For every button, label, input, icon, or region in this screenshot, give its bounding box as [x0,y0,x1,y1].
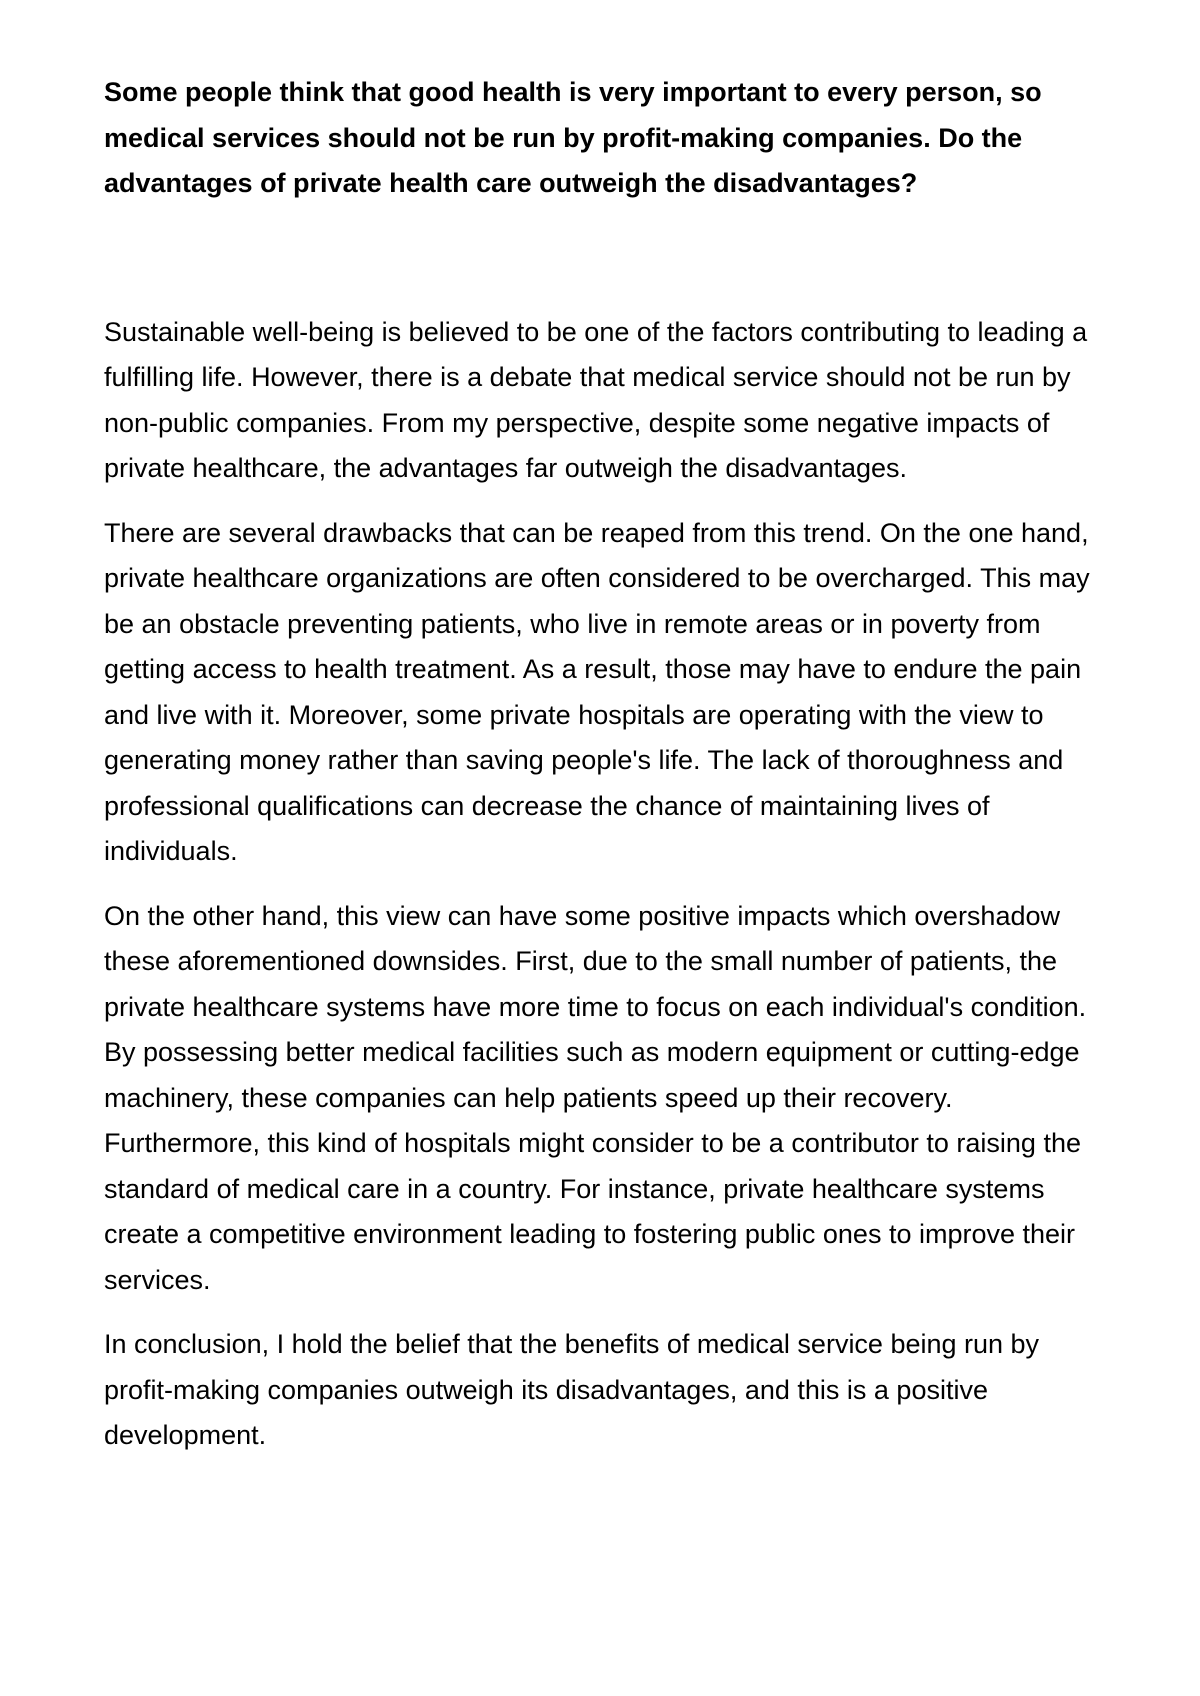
essay-prompt: Some people think that good health is very important to every person, so medical services should not be run by profit-making companies. Do the advantages of private health care outweigh the disadvantages? [104,77,1042,198]
essay-text [104,310,1104,1459]
document-body [104,70,1104,1478]
conclusion-paragraph: In conclusion, I hold the belief that the benefits of medical service being run by profit-making companies outweigh its disadvantages, and this is a positive development. [104,1329,1040,1450]
advantages-paragraph: On the other hand, this view can have some positive impacts which overshadow these aforementioned downsides. First, due to the small number of patients, the private healthcare systems have more time to focus on each individual's condition. By possessing better medical facilities such as modern equipment or cutting-edge machinery, these companies can help patients speed up their recovery. Furthermore, this kind of hospitals might consider to be a contributor to raising the standard of medical care in a country. For instance, private healthcare systems create a competitive environment leading to fostering public ones to improve their services. [104,900,1087,1295]
disadvantages-paragraph: There are several drawbacks that can be reaped from this trend. On the one hand, private healthcare organizations are often considered to be overcharged. This may be an obstacle preventing patients, who live in remote areas or in poverty from getting access to health treatment. As a result, those may have to endure the pain and live with it. Moreover, some private hospitals are operating with the view to generating money rather than saving people's life. The lack of thoroughness and professional qualifications can decrease the chance of maintaining lives of individuals. [104,517,1090,866]
introduction-paragraph: Sustainable well-being is believed to be one of the factors contributing to leading a fulfilling life. However, there is a debate that medical service should not be run by non-public companies. From my perspective, despite some negative impacts of private healthcare, the advantages far outweigh the disadvantages. [104,316,1088,483]
